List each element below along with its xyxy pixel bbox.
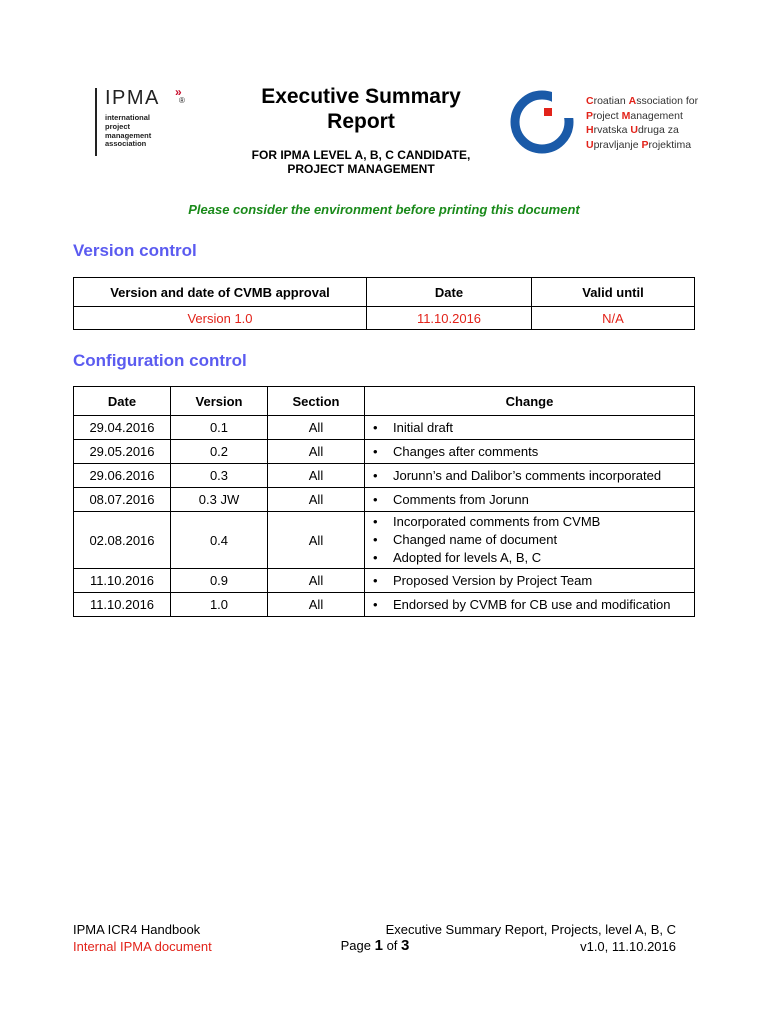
- section-cell: All: [268, 416, 365, 440]
- title-line-1: Executive Summary: [261, 85, 461, 108]
- version-cell: 0.3: [171, 464, 268, 488]
- section-cell: All: [268, 464, 365, 488]
- change-item: • Comments from Jorunn: [371, 491, 688, 509]
- change-cell: [365, 440, 695, 464]
- ipma-logo-line: international: [105, 113, 151, 122]
- version-cell: 0.4: [171, 512, 268, 569]
- date-cell: 29.05.2016: [74, 440, 171, 464]
- change-item: • Changed name of document: [371, 531, 688, 549]
- date-cell: 08.07.2016: [74, 488, 171, 512]
- environment-note: Please consider the environment before printing this document: [188, 202, 580, 217]
- section-cell: All: [268, 488, 365, 512]
- footer-page-number: Page 1 of 3: [340, 937, 410, 954]
- change-cell: [365, 488, 695, 512]
- croatian-circle-emblem-icon: [508, 88, 576, 156]
- configuration-control-heading: Configuration control: [73, 351, 247, 370]
- change-cell: [365, 593, 695, 617]
- date-cell: 29.06.2016: [74, 464, 171, 488]
- ipma-logo-registered: ®: [179, 96, 185, 105]
- column-header: Date: [367, 278, 532, 307]
- column-header: Section: [268, 387, 365, 416]
- date-cell: 11.10.2016: [74, 593, 171, 617]
- column-header: Version and date of CVMB approval: [74, 278, 367, 307]
- croatian-association-name: [586, 94, 698, 152]
- croatian-association-logo: [508, 88, 708, 160]
- ipma-logo-chevrons: »: [175, 85, 182, 99]
- cro-line-3: Hrvatska Udruga za: [586, 124, 679, 136]
- column-header: Date: [74, 387, 171, 416]
- version-cell: 0.2: [171, 440, 268, 464]
- version-cell: 1.0: [171, 593, 268, 617]
- date-cell: 11.10.2016: [74, 569, 171, 593]
- footer-internal-note: Internal IPMA document: [73, 939, 212, 954]
- change-item: • Incorporated comments from CVMB: [371, 513, 688, 531]
- table-row: [74, 512, 695, 569]
- cro-line-1: Croatian Association for: [586, 95, 699, 107]
- change-cell: [365, 512, 695, 569]
- version-cell: 0.9: [171, 569, 268, 593]
- subtitle-line-1: FOR IPMA LEVEL A, B, C CANDIDATE,: [251, 148, 471, 162]
- column-header: Valid until: [532, 278, 695, 307]
- column-header: Change: [365, 387, 695, 416]
- table-row: [74, 440, 695, 464]
- cro-line-4: Upravljanje Projektima: [586, 138, 692, 151]
- table-row: [74, 569, 695, 593]
- change-item: • Initial draft: [371, 419, 688, 437]
- date-cell: 11.10.2016: [367, 307, 532, 330]
- change-cell: [365, 416, 695, 440]
- ipma-logo: [95, 86, 195, 158]
- date-cell: 02.08.2016: [74, 512, 171, 569]
- title-line-2: Report: [327, 110, 395, 133]
- table-header-row: [74, 278, 695, 307]
- date-cell: 29.04.2016: [74, 416, 171, 440]
- configuration-control-table: [73, 386, 695, 617]
- column-header: Version: [171, 387, 268, 416]
- logo-divider: [95, 88, 97, 156]
- change-cell: [365, 569, 695, 593]
- table-row: [74, 464, 695, 488]
- current-page: 1: [374, 937, 383, 954]
- section-cell: All: [268, 569, 365, 593]
- ipma-logo-word: IPMA: [105, 87, 160, 109]
- ipma-logo-line: management: [105, 130, 152, 140]
- version-control-heading: Version control: [73, 241, 197, 260]
- table-row: [74, 593, 695, 617]
- change-item: • Changes after comments: [371, 443, 688, 461]
- cro-line-2: Project Management: [586, 109, 683, 122]
- footer-document-name: Executive Summary Report, Projects, level A, B, C: [385, 922, 676, 937]
- valid-until-cell: N/A: [532, 307, 695, 330]
- table-row: [74, 416, 695, 440]
- version-cell: 0.1: [171, 416, 268, 440]
- ipma-logo-line: association: [105, 139, 147, 149]
- table-header-row: [74, 387, 695, 416]
- section-cell: All: [268, 440, 365, 464]
- total-pages: 3: [401, 937, 410, 954]
- footer-handbook: IPMA ICR4 Handbook: [73, 922, 201, 937]
- ipma-logo-subtitle: [105, 114, 151, 149]
- ipma-logo-line: project: [105, 121, 131, 131]
- table-row: [74, 488, 695, 512]
- change-item: • Endorsed by CVMB for CB use and modification: [371, 596, 688, 614]
- section-cell: All: [268, 593, 365, 617]
- document-subtitle: [210, 148, 512, 176]
- change-item: • Proposed Version by Project Team: [371, 572, 688, 590]
- footer-version-date: v1.0, 11.10.2016: [580, 939, 676, 954]
- change-item: • Jorunn’s and Dalibor’s comments incorporated: [371, 467, 688, 485]
- change-cell: [365, 464, 695, 488]
- document-title: [230, 84, 492, 134]
- version-cell: 0.3 JW: [171, 488, 268, 512]
- section-cell: All: [268, 512, 365, 569]
- version-cell: Version 1.0: [74, 307, 367, 330]
- table-row: [74, 307, 695, 330]
- change-item: • Adopted for levels A, B, C: [371, 549, 688, 567]
- version-control-table: [73, 277, 695, 330]
- subtitle-line-2: PROJECT MANAGEMENT: [287, 162, 435, 176]
